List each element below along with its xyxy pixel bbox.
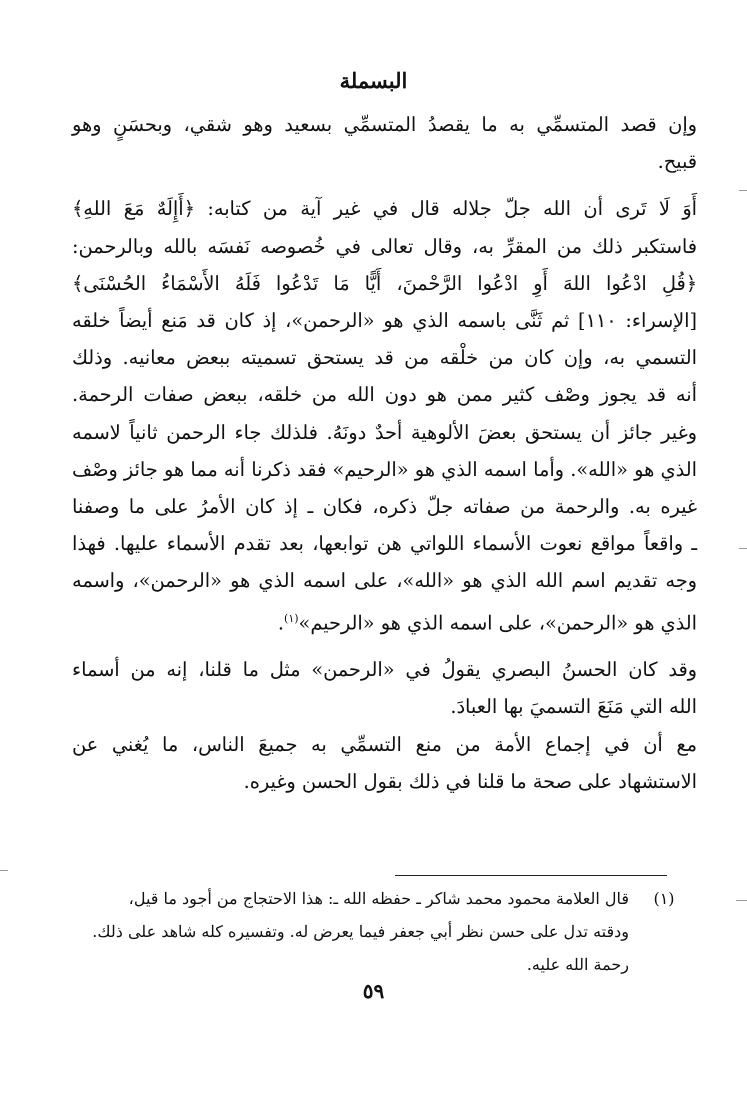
scan-edge-mark: [739, 190, 747, 191]
footnote-divider: [395, 875, 667, 876]
text-line: غيره به. والرحمة من صفاته جلّ ذكره، فكان ـ إذ كان الأمرُ على ما وصفنا: [72, 495, 697, 519]
footnote-line: قال العلامة محمود محمد شاكر ـ حفظه الله ـ: هذا الاحتجاج من أجود ما قيل،: [128, 889, 629, 908]
paragraph-2: [72, 190, 697, 641]
quran-verse-line: ﴿قُلِ ادْعُوا اللهَ أَوِ ادْعُوا الرَّحْمنَ، أَيًّا مَا تَدْعُوا فَلَهُ الأَسْمَاءُ الحُسْنَى﴾: [72, 271, 697, 295]
footnote-line: ودقته تدل على حسن نظر أبي جعفر فيما يعرض له. وتفسيره كله شاهد على ذلك.: [92, 922, 629, 941]
text-line: مع أن في إجماع الأمة من منع التسمِّي به جميعَ الناس، ما يُغني عن: [72, 732, 697, 756]
text-segment: الذي هو «الرحمن»، على اسمه الذي هو «الرحيم»: [298, 611, 697, 635]
footnote-line: رحمة الله عليه.: [526, 955, 629, 974]
main-text: [72, 106, 697, 800]
text-line: الذي هو «الله». وأما اسمه الذي هو «الرحيم» فقد ذكرنا أنه مما هو جائز وصْف: [72, 457, 697, 481]
text-line: ـ واقعاً مواقع نعوت الأسماء اللواتي هن توابعها، بعد تقدم الأسماء عليها. فهذا: [72, 532, 697, 556]
text-line: الله التي مَنَعَ التسميَ بها العبادَ.: [450, 695, 697, 719]
text-line: وجه تقديم اسم الله الذي هو «الله»، على اسمه الذي هو «الرحمن»، واسمه: [72, 569, 697, 593]
text-line: وقد كان الحسنُ البصري يقولُ في «الرحمن» مثل ما قلنا، إنه من أسماء: [72, 658, 697, 682]
running-header: البسملة: [339, 68, 408, 93]
footnote-ref[interactable]: (١): [284, 611, 299, 625]
text-line: وإن قصد المتسمِّي به ما يقصدُ المتسمِّي بسعيد وهو شقي، وبحسَنٍ وهو: [72, 113, 697, 136]
text-line: التسمي به، وإن كان من خلْقه من قد يستحق تسميته ببعض معانيه. وذلك: [72, 346, 697, 370]
scan-edge-mark: [0, 870, 8, 871]
text-line: [الإسراء: ١١٠] ثم ثَنَّى باسمه الذي هو «الرحمن»، إذ كان قد مَنع أيضاً خلقه: [72, 309, 698, 333]
text-line: فاستكبر ذلك من المقرِّ به، وقال تعالى في خُصوصه نَفسَه بالله وبالرحمن:: [72, 234, 697, 258]
footnote-number: (١): [653, 889, 675, 908]
text-line: الاستشهاد على صحة ما قلنا في ذلك بقول الحسن وغيره.: [243, 769, 697, 793]
page-number: ٥٩: [362, 979, 385, 1003]
text-line: وغير جائز أن يستحق بعضَ الألوهية أحدٌ دونَهُ. فلذلك جاء الرحمن ثانياً لاسمه: [72, 420, 697, 444]
paragraph-3: [72, 651, 697, 725]
footnotes: [92, 882, 689, 981]
text-line: [72, 600, 697, 642]
text-segment: .: [277, 611, 285, 635]
text-line: أَوَ لَا تَرى أن الله جلّ جلاله قال في غير آية من كتابه: ﴿أَإِلَهٌ مَعَ اللهِ﴾: [72, 197, 697, 221]
text-line: قبيح.: [657, 150, 697, 174]
scan-edge-mark: [736, 900, 747, 901]
text-line: أنه قد يجوز وصْف كثير ممن هو دون الله من خلقه، ببعض صفات الرحمة.: [72, 383, 697, 407]
paragraph-4: [72, 726, 697, 800]
paragraph-1: [72, 106, 697, 180]
footnote-1: [92, 882, 689, 981]
scan-edge-mark: [739, 548, 747, 549]
